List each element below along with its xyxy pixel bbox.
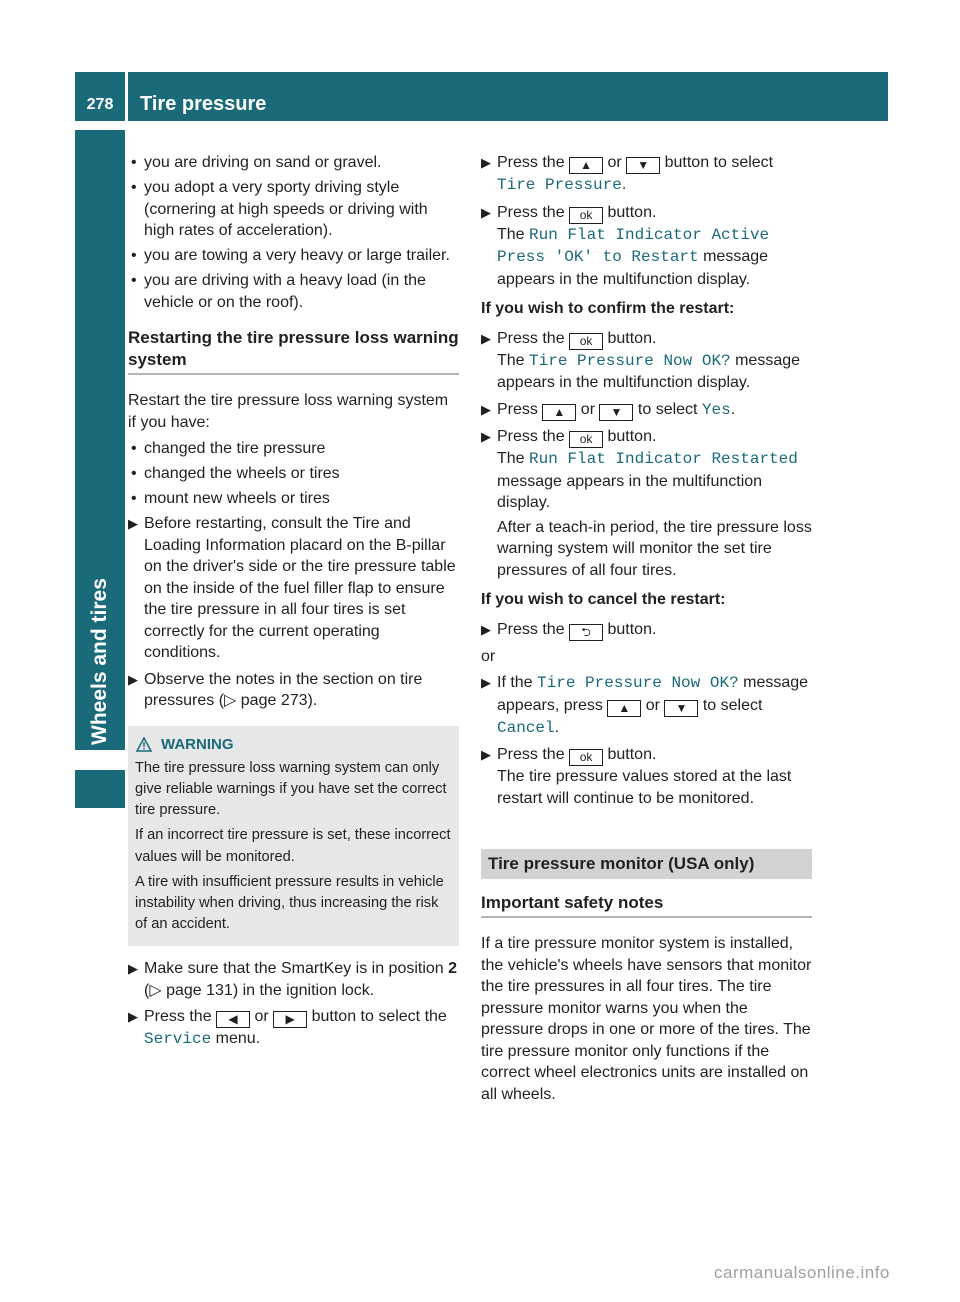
header-separator (125, 72, 128, 121)
display-text: Tire Pressure Now OK? (529, 351, 731, 370)
section-title-safety: Important safety notes (481, 892, 812, 919)
step-item (481, 426, 812, 581)
page-number: 278 (86, 95, 114, 113)
ok-key: ok (569, 749, 603, 766)
display-text: Yes (701, 400, 731, 419)
ok-key: ok (569, 431, 603, 448)
warning-text: If an incorrect tire pressure is set, these incorrect values will be monitored. (135, 827, 451, 865)
ok-key: ok (569, 333, 603, 350)
chapter-label: Wheels and tires (88, 578, 111, 745)
step-item (128, 1006, 459, 1051)
down-arrow-key: ▼ (599, 404, 633, 421)
up-arrow-key: ▲ (607, 700, 641, 717)
intro-text: Restart the tire pressure loss warning system if you have: (128, 392, 449, 431)
warning-text: A tire with insufficient pressure results in vehicle instability when driving, thus increasing the risk of an accident. (135, 873, 444, 933)
up-arrow-key: ▲ (569, 157, 603, 174)
display-text: Run Flat Indicator Active (529, 225, 770, 244)
step-item (128, 669, 459, 712)
step-item (481, 152, 812, 197)
step-item (128, 513, 459, 664)
subheading-cancel: If you wish to cancel the restart: (481, 591, 726, 608)
step-arrow-icon: ▶ (481, 675, 491, 690)
step-text: Press the ok button. The Run Flat Indicator Restarted message appears in the multifunction display. (497, 428, 798, 511)
step-text: Press the ◀ or ▶ button to select the Service menu. (144, 1008, 447, 1049)
step-arrow-icon: ▶ (128, 516, 138, 531)
step-text: Before restarting, consult the Tire and Loading Information placard on the B-pillar on the driver's side or the tire pressure table on the inside of the fuel filler flap to ensure the tire pressure in all four tires is set correctly for the current operating conditions. (144, 515, 456, 661)
or-text: or (481, 647, 496, 665)
side-tab-marker (75, 770, 125, 808)
display-text: Press 'OK' to Restart (497, 248, 699, 266)
warning-triangle-icon (136, 737, 152, 752)
list-item: • you are driving on sand or gravel. (128, 152, 459, 174)
step-arrow-icon: ▶ (128, 961, 138, 977)
step-item (481, 619, 812, 641)
ok-key: ok (569, 207, 603, 224)
step-item (481, 399, 812, 422)
step-text: Press the ok button. The Tire Pressure Now OK? message appears in the multifunction display. (497, 329, 801, 391)
display-text: Run Flat Indicator Restarted (529, 450, 798, 468)
step-text: After a teach-in period, the tire pressure loss warning system will monitor the set tire pressures of all four tires. (497, 518, 812, 579)
right-column (481, 152, 812, 1110)
list-item: • you are driving with a heavy load (in the vehicle or on the roof). (128, 270, 459, 313)
step-arrow-icon: ▶ (128, 671, 138, 687)
step-arrow-icon: ▶ (481, 401, 491, 417)
page-title: Tire pressure (140, 92, 267, 115)
step-item (481, 672, 812, 739)
left-arrow-key: ◀ (216, 1011, 250, 1028)
step-arrow-icon: ▶ (481, 155, 491, 170)
step-arrow-icon: ▶ (481, 204, 491, 220)
display-text: Cancel (497, 718, 555, 737)
safety-paragraph: If a tire pressure monitor system is installed, the vehicle's wheels have sensors that monitor the tire pressures in all four tires. The tire pressure monitor warns you when the pressure drops in one or more of the tires. The tire pressure monitor only functions if the correct wheel electronics units are installed on all wheels. (481, 935, 812, 1103)
display-text: Service (144, 1030, 212, 1049)
list-item: • mount new wheels or tires (128, 488, 459, 510)
step-text: If the Tire Pressure Now OK? message appears, press ▲ or ▼ to select Cancel. (497, 674, 809, 737)
step-item (481, 328, 812, 394)
down-arrow-key: ▼ (626, 157, 660, 174)
warning-box (128, 726, 459, 947)
warning-heading (136, 734, 452, 755)
display-text: Tire Pressure Now OK? (537, 674, 739, 692)
right-arrow-key: ▶ (273, 1011, 307, 1028)
list-item: • you are towing a very heavy or large trailer. (128, 245, 459, 267)
step-arrow-icon: ▶ (481, 621, 491, 637)
warning-text: The tire pressure loss warning system can only give reliable warnings if you have set the correct tire pressure. (135, 759, 447, 819)
step-arrow-icon: ▶ (481, 429, 491, 444)
step-text: Press the ok button. The tire pressure values stored at the last restart will continue to be monitored. (497, 746, 792, 807)
subheading-confirm: If you wish to confirm the restart: (481, 300, 735, 317)
up-arrow-key: ▲ (542, 404, 576, 421)
step-item (481, 202, 812, 291)
list-item: • you adopt a very sporty driving style (cornering at high speeds or driving with high rates of acceleration). (128, 177, 459, 242)
list-item: • changed the wheels or tires (128, 463, 459, 485)
step-text: Make sure that the SmartKey is in position 2 (▷ page 131) in the ignition lock. (144, 960, 458, 999)
step-text: Press the ok button. The Run Flat Indicator Active Press 'OK' to Restart message appears in the multifunction display. (497, 203, 770, 288)
step-text: Observe the notes in the section on tire pressures (▷ page 273). (144, 670, 423, 709)
step-text: Press ▲ or ▼ to select Yes. (497, 400, 736, 419)
step-arrow-icon: ▶ (128, 1009, 138, 1025)
step-item (481, 744, 812, 809)
step-item (128, 958, 459, 1001)
step-arrow-icon: ▶ (481, 330, 491, 346)
left-column (128, 152, 459, 1056)
section-heading-usa: Tire pressure monitor (USA only) (481, 849, 812, 879)
step-arrow-icon: ▶ (481, 747, 491, 762)
list-item: • changed the tire pressure (128, 438, 459, 460)
section-title-restart: Restarting the tire pressure loss warning system (128, 327, 459, 375)
back-key: ⮌ (569, 624, 603, 641)
warning-title: WARNING (161, 735, 234, 753)
step-text: Press the ▲ or ▼ button to select Tire Pressure. (497, 154, 774, 194)
step-text: Press the ⮌ button. (497, 620, 657, 639)
down-arrow-key: ▼ (664, 700, 698, 717)
display-text: Tire Pressure (497, 176, 622, 194)
footer-watermark: carmanualsonline.info (714, 1263, 890, 1282)
